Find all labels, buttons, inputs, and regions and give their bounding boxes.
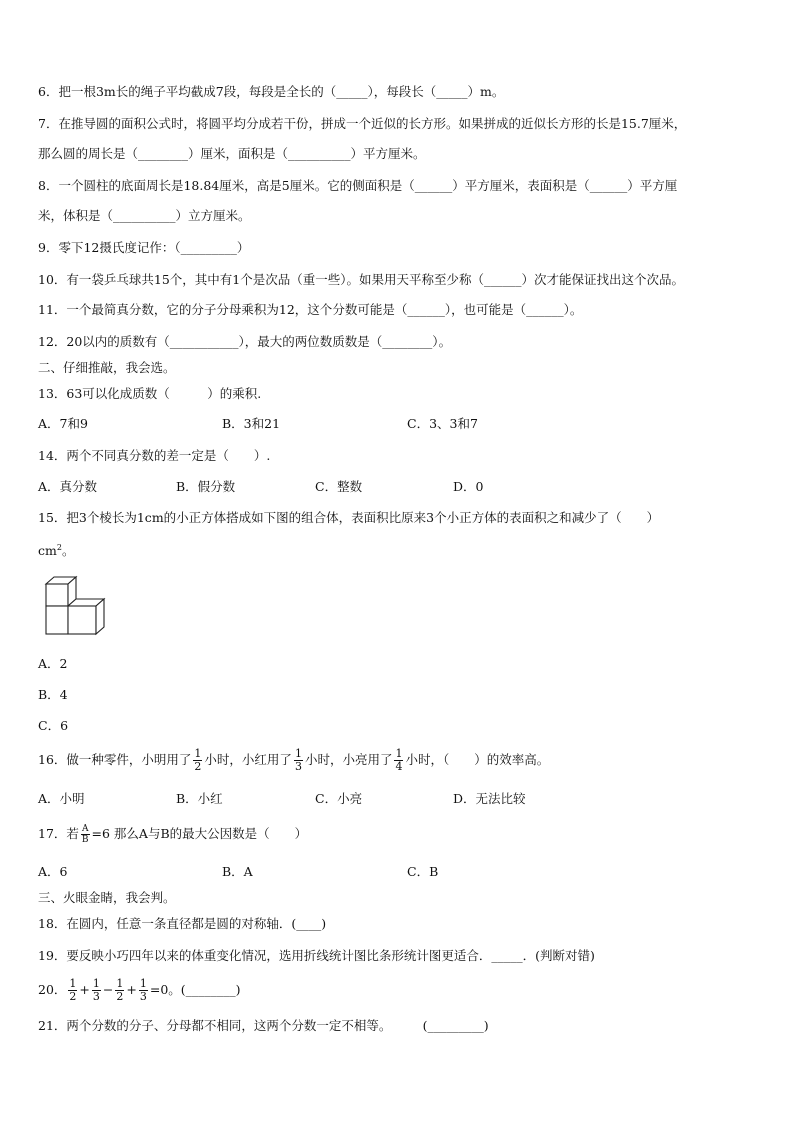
- q13-option-c: C．3、3和7: [407, 416, 478, 431]
- question-7-line-1: 7．在推导圆的面积公式时，将圆平均分成若干份，拼成一个近似的长方形。如果拼成的近似长方形的长是15.7厘米，: [38, 116, 687, 131]
- cube-combination-figure: [40, 574, 106, 638]
- question-21: 21．两个分数的分子、分母都不相同，这两个分数一定不相等。 (_________): [38, 1018, 489, 1033]
- question-16: 16．做一种零件，小明用了 $\frac{1}{2}$ 小时，小红用了 $\frac{1}{3}$ 小时，小亮用了 $\frac{1}{4}$ 小时，（ ）的效率高。: [38, 747, 550, 773]
- question-15-line-1: 15．把3个棱长为1cm的小正方体搭成如下图的组合体，表面积比原来3个小正方体的表面积之和减少了（ ）: [38, 510, 660, 525]
- question-8-line-2: 米，体积是（__________）立方厘米。: [38, 208, 251, 223]
- question-19: 19．要反映小巧四年以来的体重变化情况，选用折线统计图比条形统计图更适合．_____．(判断对错): [38, 948, 595, 963]
- fraction-one-half: $\frac{1}{2}$: [194, 747, 202, 773]
- fraction-one-third: $\frac{1}{3}$: [294, 747, 302, 773]
- question-13: 13．63可以化成质数（ ）的乘积.: [38, 386, 262, 401]
- question-10: 10．有一袋乒乓球共15个，其中有1个是次品（重一些）。如果用天平称至少称（______）次才能保证找出这个次品。: [38, 272, 685, 287]
- question-6: 6．把一根3m长的绳子平均截成7段，每段是全长的（_____），每段长（_____）m。: [38, 84, 505, 99]
- q15-option-a: A．2: [38, 656, 68, 671]
- q14-option-b: B．假分数: [176, 479, 236, 494]
- fraction-one-third: $\frac{1}{3}$: [92, 977, 100, 1003]
- fraction-one-third: $\frac{1}{3}$: [139, 977, 147, 1003]
- section-2-heading: 二、仔细推敲，我会选。: [38, 360, 176, 375]
- q13-option-b: B．3和21: [222, 416, 281, 431]
- q16-option-c: C．小亮: [315, 791, 363, 806]
- section-3-heading: 三、火眼金睛，我会判。: [38, 890, 176, 905]
- question-9: 9．零下12摄氏度记作：（_________）: [38, 240, 250, 255]
- q14-option-d: D．0: [453, 479, 484, 494]
- q16-option-a: A．小明: [38, 791, 85, 806]
- q17-option-c: C．B: [407, 864, 439, 879]
- question-8-line-1: 8．一个圆柱的底面周长是18.84厘米，高是5厘米。它的侧面积是（______）平方厘米，表面积是（______）平方厘: [38, 178, 678, 193]
- q13-option-a: A．7和9: [38, 416, 88, 431]
- fraction-a-over-b: $\frac{A}{B}$: [81, 824, 89, 845]
- fraction-one-quarter: $\frac{1}{4}$: [395, 747, 403, 773]
- q14-option-c: C．整数: [315, 479, 363, 494]
- q15-option-b: B．4: [38, 687, 68, 702]
- question-7-line-2: 那么圆的周长是（________）厘米，面积是（__________）平方厘米。: [38, 146, 426, 161]
- q16-option-d: D．无法比较: [453, 791, 526, 806]
- fraction-one-half: $\frac{1}{2}$: [69, 977, 77, 1003]
- question-12: 12．20以内的质数有（___________），最大的两位数质数是（________）。: [38, 334, 452, 349]
- q17-option-b: B．A: [222, 864, 253, 879]
- question-14: 14．两个不同真分数的差一定是（ ）.: [38, 448, 271, 463]
- q17-option-a: A．6: [38, 864, 68, 879]
- question-18: 18．在圆内，任意一条直径都是圆的对称轴．(____): [38, 916, 327, 931]
- q15-option-c: C．6: [38, 718, 69, 733]
- question-11: 11．一个最简真分数，它的分子分母乘积为12，这个分数可能是（______），也可能是（______）。: [38, 302, 583, 317]
- question-20: 20． $\frac{1}{2}$ + $\frac{1}{3}$ − $\frac{1}{2}$ + $\frac{1}{3}$ =0。(________): [38, 977, 241, 1003]
- fraction-one-half: $\frac{1}{2}$: [116, 977, 124, 1003]
- question-17: 17．若 $\frac{A}{B}$ =6 那么A与B的最大公因数是（ ）: [38, 824, 308, 845]
- q14-option-a: A．真分数: [38, 479, 98, 494]
- question-15-line-2: $cm^2$。: [38, 543, 75, 559]
- q16-option-b: B．小红: [176, 791, 223, 806]
